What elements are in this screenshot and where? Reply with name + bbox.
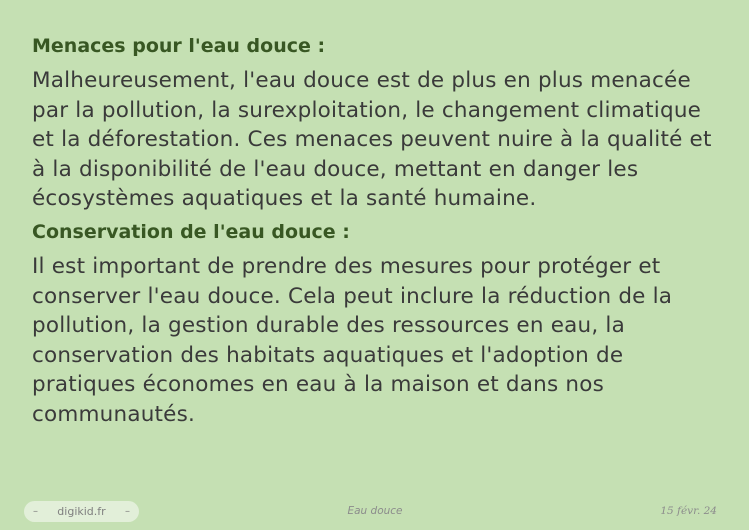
section-heading-conservation: Conservation de l'eau douce : xyxy=(32,220,350,243)
footer-title: Eau douce xyxy=(347,505,403,517)
section-body-threats: Malheureusement, l'eau douce est de plus en plus menacée par la pollution, la surexploitation, le changement climatique et la déforestation. Ces menaces peuvent nuire à la qualité et à la disponibilité de l'eau douce, mettant en danger les écosystèmes aquatiques et la santé humaine. xyxy=(32,68,712,212)
section-body-conservation: Il est important de prendre des mesures pour protéger et conserver l'eau douce. Cela peut inclure la réduction de la pollution, la gestion durable des ressources en eau, la conservation des habitats aquatiques et l'adoption de pratiques économes en eau à la maison et dans nos communautés. xyxy=(32,253,673,427)
footer-date: 15 févr. 24 xyxy=(660,505,717,517)
footer-brand-pill[interactable] xyxy=(24,501,139,522)
section-heading-threats: Menaces pour l'eau douce : xyxy=(32,35,326,57)
slide-content xyxy=(32,32,722,434)
footer-dash-left: – xyxy=(33,506,38,517)
footer-dash-right: – xyxy=(124,506,130,517)
footer-brand: digikid.fr xyxy=(57,505,106,518)
